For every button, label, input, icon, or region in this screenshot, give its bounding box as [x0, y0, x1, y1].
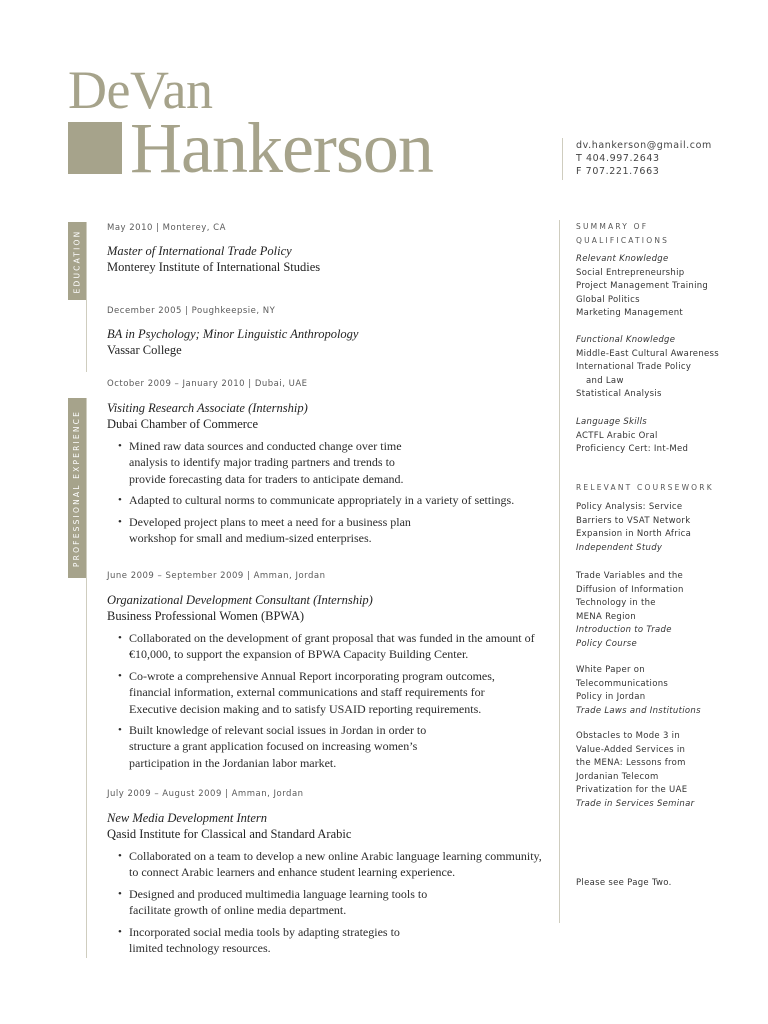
language-title: Language Skills [576, 417, 647, 427]
course-name: Trade in Services Seminar [576, 798, 695, 809]
education-rule [86, 222, 87, 372]
experience-tab [68, 398, 86, 578]
entry-date: May 2010 | Monterey, CA [107, 223, 226, 233]
organization-name: Qasid Institute for Classical and Standard Arabic [107, 827, 352, 841]
entry-date: October 2009 – January 2010 | Dubai, UAE [107, 379, 308, 389]
list-item: Marketing Management [576, 308, 684, 319]
experience-rule [86, 398, 87, 958]
summary-heading: SUMMARY OF QUALIFICATIONS [576, 222, 670, 245]
functional-knowledge [576, 334, 756, 402]
right-column-divider [559, 220, 560, 923]
experience-entry [107, 378, 547, 551]
bullet-item: • Developed project plans to meet a need for a business plan workshop for small and medium-sized enterprises. [107, 514, 427, 547]
education-entry [107, 222, 547, 275]
list-item: ACTFL Arabic Oral [576, 430, 658, 441]
list-item: Social Entrepreneurship [576, 267, 685, 278]
job-title: Organizational Development Consultant (Internship) [107, 593, 373, 607]
last-name: Hankerson [130, 108, 433, 188]
bullet-item: • Adapted to cultural norms to communicate appropriately in a variety of settings. [107, 492, 549, 508]
email-link[interactable]: dv.hankerson@gmail.com [576, 140, 712, 151]
list-item: Middle-East Cultural Awareness [576, 348, 719, 359]
list-item: Global Politics [576, 294, 640, 305]
contact-divider [562, 138, 563, 180]
course-item: Trade Variables and the Diffusion of Information Technology in the MENA Region Introduction to Trade Policy Course [576, 570, 701, 652]
coursework-heading: RELEVANT COURSEWORK [576, 483, 714, 492]
bullet-item: • Incorporated social media tools by adapting strategies to limited technology resources. [107, 924, 409, 957]
organization-name: Dubai Chamber of Commerce [107, 417, 258, 431]
page-two-note: Please see Page Two. [576, 878, 672, 888]
functional-title: Functional Knowledge [576, 335, 676, 345]
list-item: Proficiency Cert: Int-Med [576, 444, 689, 455]
relevant-title: Relevant Knowledge [576, 254, 669, 264]
fax-number: F 707.221.7663 [576, 166, 660, 177]
education-tab [68, 222, 86, 300]
job-title: Visiting Research Associate (Internship) [107, 401, 308, 415]
entry-date: June 2009 – September 2009 | Amman, Jordan [107, 571, 326, 581]
bullet-item: • Collaborated on a team to develop a new online Arabic language learning community, to connect Arabic learners and enhance student learning experience. [107, 848, 549, 881]
organization-name: Business Professional Women (BPWA) [107, 609, 305, 623]
experience-tab-label: PROFESSIONAL EXPERIENCE [72, 409, 82, 567]
education-entry [107, 305, 547, 358]
entry-date: July 2009 – August 2009 | Amman, Jordan [107, 789, 304, 799]
school-name: Monterey Institute of International Studies [107, 260, 321, 274]
list-item: International Trade Policy [576, 362, 692, 373]
course-name: Independent Study [576, 542, 663, 553]
course-name: Introduction to Trade Policy Course [576, 625, 672, 649]
course-item: Policy Analysis: Service Barriers to VSAT Network Expansion in North Africa Independent Study [576, 501, 756, 555]
job-title: New Media Development Intern [107, 811, 268, 825]
list-item: Statistical Analysis [576, 389, 662, 400]
list-item: Project Management Training [576, 281, 709, 292]
education-tab-label: EDUCATION [72, 229, 82, 293]
language-skills [576, 416, 756, 457]
first-name: DeVan [68, 60, 213, 120]
list-item: and Law [586, 375, 624, 386]
brand-square [68, 122, 122, 174]
degree-title: BA in Psychology; Minor Linguistic Anthropology [107, 327, 359, 341]
contact-block [576, 139, 712, 178]
school-name: Vassar College [107, 343, 182, 357]
bullet-item: • Built knowledge of relevant social issues in Jordan in order to structure a grant application focused on increasing women’s participation in the Jordanian labor market. [107, 722, 464, 771]
course-item: White Paper on Telecommunications Policy in Jordan Trade Laws and Institutions [576, 664, 756, 718]
bullet-item: • Mined raw data sources and conducted change over time analysis to identify major trading partners and trends to provide forecasting data for traders to anticipate demand. [107, 438, 427, 487]
entry-date: December 2005 | Poughkeepsie, NY [107, 306, 276, 316]
bullet-item: • Co-wrote a comprehensive Annual Report incorporating program outcomes, financial information, external communications and staff requirements for Executive decision making and to satisfy USAID reporting requirements. [107, 668, 524, 717]
bullet-item: • Designed and produced multimedia language learning tools to facilitate growth of online media department. [107, 886, 434, 919]
course-item: Obstacles to Mode 3 in Value-Added Services in the MENA: Lessons from Jordanian Telecom Privatization for the UAE Trade in Services Seminar [576, 730, 756, 812]
bullet-item: • Collaborated on the development of grant proposal that was funded in the amount of €10,000, to support the expansion of BPWA Capacity Building Center. [107, 630, 539, 663]
course-name: Trade Laws and Institutions [576, 705, 701, 716]
experience-entry [107, 570, 547, 776]
experience-entry [107, 788, 547, 961]
relevant-knowledge [576, 253, 756, 321]
degree-title: Master of International Trade Policy [107, 244, 292, 258]
phone-number: T 404.997.2643 [576, 153, 660, 164]
